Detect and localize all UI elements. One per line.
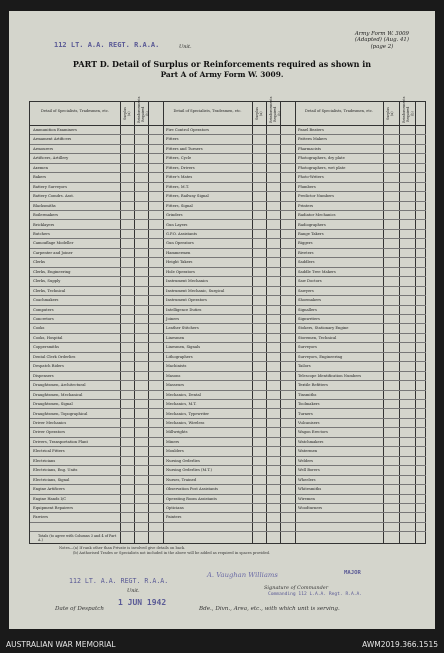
commanding-stamp: Commanding 112 L.A.A. Regt. R.A.A. xyxy=(268,592,363,597)
table-row: Computers xyxy=(30,306,120,315)
entry-cells xyxy=(252,135,295,144)
table-row: Saw Doctors xyxy=(295,277,383,286)
entry-cells xyxy=(383,485,426,494)
table-row: Toolmakers xyxy=(295,400,383,409)
rank-stamp: MAJOR xyxy=(344,570,361,576)
table-row: Millwrights xyxy=(163,428,252,437)
table-row: Whitesmiths xyxy=(295,485,383,494)
table-row: Pharmacists xyxy=(295,145,383,154)
entry-cells xyxy=(120,476,163,485)
entry-cells xyxy=(120,438,163,447)
entry-cells xyxy=(252,495,295,504)
entry-cells xyxy=(383,202,426,211)
table-row: Machinists xyxy=(163,362,252,371)
table-row: Instrument Mechanic, Surgical xyxy=(163,287,252,296)
table-row: Tinsmiths xyxy=(295,391,383,400)
entry-cells xyxy=(120,410,163,419)
entry-cells xyxy=(120,315,163,324)
table-row: Surveyors xyxy=(295,343,383,352)
reinforcements-header: Reinforcements Required (b) xyxy=(269,96,282,123)
entry-cells xyxy=(252,362,295,371)
entry-cells xyxy=(120,154,163,163)
column-header: Detail of Specialists, Tradesmen, etc. xyxy=(173,109,242,113)
table-row: Radiographers xyxy=(295,221,383,230)
table-row: Camouflage Modeller xyxy=(30,239,120,248)
table-row: Moulders xyxy=(163,447,252,456)
brigade-label: Bde., Divn., Area, etc., with which unit is serving. xyxy=(199,606,340,612)
caption-right: AWM2019.366.1515 xyxy=(362,640,438,649)
entry-cells xyxy=(383,183,426,192)
table-row: Battery Surveyors xyxy=(30,183,120,192)
table-row: Observation Post Assistants xyxy=(163,485,252,494)
table-row: Joiners xyxy=(163,315,252,324)
entry-cells xyxy=(383,249,426,258)
entry-cells xyxy=(252,523,295,532)
note-line: Notes—(a) If rank other than Private is involved give details on back. xyxy=(59,546,186,550)
table-row: Welders xyxy=(295,457,383,466)
entry-cells xyxy=(120,192,163,201)
entry-cells xyxy=(252,154,295,163)
entry-cells xyxy=(383,211,426,220)
table-row: Operating Room Assistants xyxy=(163,495,252,504)
specialists-table xyxy=(29,96,426,544)
entry-cells xyxy=(383,230,426,239)
form-ref-line: (page 2) xyxy=(370,43,394,50)
date-of-despatch-label: Date of Despatch xyxy=(55,606,104,612)
entry-cells xyxy=(120,428,163,437)
table-row xyxy=(30,523,120,532)
entry-cells xyxy=(252,268,295,277)
entry-cells xyxy=(252,277,295,286)
entry-cells xyxy=(252,438,295,447)
table-row: Ammunition Examiners xyxy=(30,126,120,135)
table-row: Electricians, Eng. Units xyxy=(30,466,120,475)
entry-cells xyxy=(383,438,426,447)
entry-cells xyxy=(120,239,163,248)
entry-cells xyxy=(383,362,426,371)
entry-cells xyxy=(383,258,426,267)
entry-cells xyxy=(120,513,163,522)
table-row: Stokers, Stationary Engine xyxy=(295,324,383,333)
entry-cells xyxy=(252,513,295,522)
table-row: Clerks, Supply xyxy=(30,277,120,286)
entry-cells xyxy=(252,287,295,296)
table-row: Butchers xyxy=(30,230,120,239)
table-row: Linesmen xyxy=(163,334,252,343)
table-row: Fitters, M.T. xyxy=(163,183,252,192)
entry-cells xyxy=(252,192,295,201)
surplus-header: Surplus (a) xyxy=(255,107,264,121)
entry-cells xyxy=(252,258,295,267)
table-row: Draughtsmen, Architectural xyxy=(30,381,120,390)
entry-cells xyxy=(383,381,426,390)
table-row: Range Takers xyxy=(295,230,383,239)
entry-cells xyxy=(383,306,426,315)
table-row: Fitters xyxy=(163,135,252,144)
table-row: Draughtsmen, Topographical xyxy=(30,410,120,419)
table-row: Masseurs xyxy=(163,381,252,390)
table-row: Carpenter and Joiner xyxy=(30,249,120,258)
entry-cells xyxy=(120,164,163,173)
entry-cells xyxy=(120,334,163,343)
entry-cells xyxy=(252,221,295,230)
signature: A. Vaughan Williams xyxy=(207,571,278,579)
entry-cells xyxy=(383,135,426,144)
table-row: Fitters, Cycle xyxy=(163,154,252,163)
entry-cells xyxy=(120,183,163,192)
form-title xyxy=(9,59,435,79)
table-row: Wheelers xyxy=(295,476,383,485)
entry-cells xyxy=(120,495,163,504)
entry-cells xyxy=(120,466,163,475)
entry-cells xyxy=(120,523,163,532)
entry-cells xyxy=(383,457,426,466)
entry-cells xyxy=(120,211,163,220)
entry-cells xyxy=(252,145,295,154)
table-row: Dispensers xyxy=(30,372,120,381)
table-row: Despatch Riders xyxy=(30,362,120,371)
entry-cells xyxy=(252,476,295,485)
table-row: Dental Clerk Orderlies xyxy=(30,353,120,362)
table-row: Shoemakers xyxy=(295,296,383,305)
signature-label: Signature of Commander xyxy=(264,585,329,591)
entry-cells xyxy=(120,343,163,352)
table-row: Hammermen xyxy=(163,249,252,258)
table-row xyxy=(295,513,383,522)
entry-cells xyxy=(252,485,295,494)
table-row: Surveyors, Engineering xyxy=(295,353,383,362)
entry-cells xyxy=(120,381,163,390)
entry-cells xyxy=(120,277,163,286)
column-header: Detail of Specialists, Tradesmen, etc. xyxy=(305,109,373,113)
entry-cells xyxy=(383,315,426,324)
table-row: Electricians, Signal xyxy=(30,476,120,485)
entry-cells xyxy=(120,296,163,305)
table-row: Radiator Mechanics xyxy=(295,211,383,220)
table-row: Concretors xyxy=(30,315,120,324)
table-row: Plumbers xyxy=(295,183,383,192)
table-row: Watermen xyxy=(295,447,383,456)
entry-cells xyxy=(252,126,295,135)
form-page xyxy=(9,11,435,629)
table-row: Fitter's Mates xyxy=(163,173,252,182)
entry-cells xyxy=(120,391,163,400)
table-row: Masons xyxy=(163,372,252,381)
table-row: Axemen xyxy=(30,164,120,173)
table-row: Cooks, Hospital xyxy=(30,334,120,343)
entry-cells xyxy=(383,372,426,381)
entry-cells xyxy=(252,466,295,475)
entry-cells xyxy=(252,249,295,258)
entry-cells xyxy=(383,400,426,409)
table-row: Hole Operators xyxy=(163,268,252,277)
table-row: Saddlers xyxy=(295,258,383,267)
table-row: Height Takers xyxy=(163,258,252,267)
table-row: Well Borers xyxy=(295,466,383,475)
table-row: Bricklayers xyxy=(30,221,120,230)
entry-cells xyxy=(383,495,426,504)
entry-cells xyxy=(120,353,163,362)
table-row: Gun Layers xyxy=(163,221,252,230)
unit-stamp: 112 LT. A.A. REGT. R.A.A. xyxy=(54,41,160,49)
entry-cells xyxy=(252,353,295,362)
table-row: Painters xyxy=(163,513,252,522)
caption-left: AUSTRALIAN WAR MEMORIAL xyxy=(6,640,116,649)
entry-cells xyxy=(120,126,163,135)
table-row: Farriers xyxy=(30,513,120,522)
table-row: Coppersmiths xyxy=(30,343,120,352)
table-row: Photographers, wet plate xyxy=(295,164,383,173)
table-row: Equipment Repairers xyxy=(30,504,120,513)
table-row: Mechanics, Wireless xyxy=(163,419,252,428)
entry-cells xyxy=(383,391,426,400)
form-ref-line: (Adapted) (Aug. 41) xyxy=(354,37,409,44)
table-row: Storemen, Technical xyxy=(295,334,383,343)
table-row: Drivers, Transportation Plant xyxy=(30,438,120,447)
entry-cells xyxy=(252,296,295,305)
table-row: Fire Control Operators xyxy=(163,126,252,135)
entry-cells xyxy=(252,504,295,513)
entry-cells xyxy=(383,334,426,343)
table-row: Fitters, Signal xyxy=(163,202,252,211)
table-row: Lithographers xyxy=(163,353,252,362)
entry-cells xyxy=(120,258,163,267)
table-row: Woodturners xyxy=(295,504,383,513)
entry-cells xyxy=(383,268,426,277)
entry-cells xyxy=(383,410,426,419)
entry-cells xyxy=(120,447,163,456)
footer-unit-stamp: 112 LT. A.A. REGT. R.A.A. xyxy=(69,577,169,585)
table-row: Engine Hands I/C xyxy=(30,495,120,504)
table-row: Photographers, dry plate xyxy=(295,154,383,163)
entry-cells xyxy=(383,513,426,522)
entry-cells xyxy=(252,173,295,182)
table-row: Instrument Operators xyxy=(163,296,252,305)
table-row: Artificers, Artillery xyxy=(30,154,120,163)
table-row: Watchmakers xyxy=(295,438,383,447)
table-row: Fitters, Drivers xyxy=(163,164,252,173)
table-row: Tailors xyxy=(295,362,383,371)
entry-cells xyxy=(383,173,426,182)
table-row: Draughtsmen, Mechanical xyxy=(30,391,120,400)
table-row xyxy=(163,523,252,532)
table-row: Mechanics, M.T. xyxy=(163,400,252,409)
table-row: Driver Operators xyxy=(30,428,120,437)
title-line: Part A of Army Form W. 3009. xyxy=(160,70,284,79)
table-row: Cooks xyxy=(30,324,120,333)
table-row: Electrical Fitters xyxy=(30,447,120,456)
table-row: Textile Refitters xyxy=(295,381,383,390)
table-row: Sawyers xyxy=(295,287,383,296)
table-row: Turners xyxy=(295,410,383,419)
table-row: Instrument Mechanics xyxy=(163,277,252,286)
table-row: Armourers xyxy=(30,145,120,154)
entry-cells xyxy=(120,173,163,182)
table-row: Riveters xyxy=(295,249,383,258)
table-row: Linesmen, Signals xyxy=(163,343,252,352)
table-row: Printers xyxy=(295,202,383,211)
entry-cells xyxy=(120,504,163,513)
entry-cells xyxy=(252,343,295,352)
table-row: Blacksmiths xyxy=(30,202,120,211)
entry-cells xyxy=(252,324,295,333)
entry-cells xyxy=(120,249,163,258)
table-row: Riggers xyxy=(295,239,383,248)
entry-cells xyxy=(252,391,295,400)
table-row: Mechanics, Typewriter xyxy=(163,410,252,419)
table-row: Leather Stitchers xyxy=(163,324,252,333)
entry-cells xyxy=(383,164,426,173)
entry-cells xyxy=(383,192,426,201)
date-stamp: 1 JUN 1942 xyxy=(118,598,167,607)
table-row: Battery Comdrs. Asst. xyxy=(30,192,120,201)
entry-cells xyxy=(383,239,426,248)
table-row: Telescope Identification Numbers xyxy=(295,372,383,381)
entry-cells xyxy=(120,202,163,211)
entry-cells xyxy=(383,504,426,513)
table-row: Wagon Erectors xyxy=(295,428,383,437)
table-row: Predictor Numbers xyxy=(295,192,383,201)
table-row: Draughtsmen, Signal xyxy=(30,400,120,409)
unit-label: Unit. xyxy=(179,44,192,50)
table-row: Opticians xyxy=(163,504,252,513)
entry-cells xyxy=(252,419,295,428)
entry-cells xyxy=(383,154,426,163)
entry-cells xyxy=(252,400,295,409)
table-row: G.P.O. Assistants xyxy=(163,230,252,239)
table-row: Mechanics, Dental xyxy=(163,391,252,400)
table-row: Vulcanisers xyxy=(295,419,383,428)
entry-cells xyxy=(120,400,163,409)
table-row xyxy=(295,523,383,532)
table-row: Miners xyxy=(163,438,252,447)
table-row: Intelligence Duties xyxy=(163,306,252,315)
table-row: Clerks, Engineering xyxy=(30,268,120,277)
entry-cells xyxy=(252,239,295,248)
entry-cells xyxy=(383,466,426,475)
table-row: Pattern Makers xyxy=(295,135,383,144)
entry-cells xyxy=(252,211,295,220)
entry-cells xyxy=(120,230,163,239)
table-row: Signallers xyxy=(295,306,383,315)
table-row: Grinders xyxy=(163,211,252,220)
entry-cells xyxy=(252,306,295,315)
entry-cells xyxy=(120,372,163,381)
table-row: Panel Beaters xyxy=(295,126,383,135)
entry-cells xyxy=(383,145,426,154)
table-row: Boilermakers xyxy=(30,211,120,220)
entry-cells xyxy=(252,457,295,466)
table-row: Saddle Tree Makers xyxy=(295,268,383,277)
entry-cells xyxy=(120,419,163,428)
table-row: Fitters and Turners xyxy=(163,145,252,154)
entry-cells xyxy=(383,428,426,437)
table-row: Photo-Writers xyxy=(295,173,383,182)
form-reference xyxy=(355,31,409,50)
table-row: Armament Artificers xyxy=(30,135,120,144)
table-row: Nursing Orderlies xyxy=(163,457,252,466)
table-row: Clerks, Technical xyxy=(30,287,120,296)
notes xyxy=(59,546,270,556)
entry-cells xyxy=(252,381,295,390)
table-row: Fitters, Railway Signal xyxy=(163,192,252,201)
table-row: Clerks xyxy=(30,258,120,267)
entry-cells xyxy=(383,476,426,485)
entry-cells xyxy=(120,287,163,296)
surplus-header: Surplus (a) xyxy=(386,107,395,121)
entry-cells xyxy=(120,221,163,230)
entry-cells xyxy=(252,447,295,456)
column-header: Detail of Specialists, Tradesmen, etc. xyxy=(41,109,109,113)
entry-cells xyxy=(383,523,426,532)
table-row: Bakers xyxy=(30,173,120,182)
entry-cells xyxy=(252,230,295,239)
entry-cells xyxy=(383,324,426,333)
table-row: Wiremen xyxy=(295,495,383,504)
entry-cells xyxy=(252,372,295,381)
table-row: Coachmakers xyxy=(30,296,120,305)
entry-cells xyxy=(383,296,426,305)
entry-cells xyxy=(252,183,295,192)
entry-cells xyxy=(252,334,295,343)
entry-cells xyxy=(252,410,295,419)
entry-cells xyxy=(383,126,426,135)
entry-cells xyxy=(383,343,426,352)
reinforcements-header: Reinforcements Required (b) xyxy=(402,96,415,123)
table-row: Nurses, Trained xyxy=(163,476,252,485)
totals-label: Totals (to agree with Columns 3 and 4 of Part A.) xyxy=(38,534,117,542)
table-row: Driver Mechanics xyxy=(30,419,120,428)
table-row: Electricians xyxy=(30,457,120,466)
entry-cells xyxy=(120,457,163,466)
entry-cells xyxy=(383,277,426,286)
table-row: Signwriters xyxy=(295,315,383,324)
table-row: Gun Operators xyxy=(163,239,252,248)
entry-cells xyxy=(252,428,295,437)
entry-cells xyxy=(252,315,295,324)
entry-cells xyxy=(252,202,295,211)
entry-cells xyxy=(383,221,426,230)
table-row: Engine Artificers xyxy=(30,485,120,494)
entry-cells xyxy=(383,287,426,296)
entry-cells xyxy=(120,324,163,333)
entry-cells xyxy=(120,135,163,144)
note-line: (b) Authorised Trades or Specialists not included in the above will be added as required in spaces provided. xyxy=(73,551,271,555)
entry-cells xyxy=(383,353,426,362)
entry-cells xyxy=(120,268,163,277)
entry-cells xyxy=(120,362,163,371)
reinforcements-header: Reinforcements Required (b) xyxy=(137,96,150,123)
entry-cells xyxy=(383,419,426,428)
entry-cells xyxy=(383,447,426,456)
footer-unit-label: Unit. xyxy=(127,588,140,594)
entry-cells xyxy=(120,485,163,494)
table-row: Nursing Orderlies (M.T.) xyxy=(163,466,252,475)
surplus-header: Surplus (a) xyxy=(123,107,132,121)
form-ref-line: Army Form W. 3009 xyxy=(354,31,409,37)
entry-cells xyxy=(120,145,163,154)
entry-cells xyxy=(252,164,295,173)
title-line: PART D. Detail of Surplus or Reinforcements required as shown in xyxy=(72,59,372,69)
entry-cells xyxy=(120,306,163,315)
